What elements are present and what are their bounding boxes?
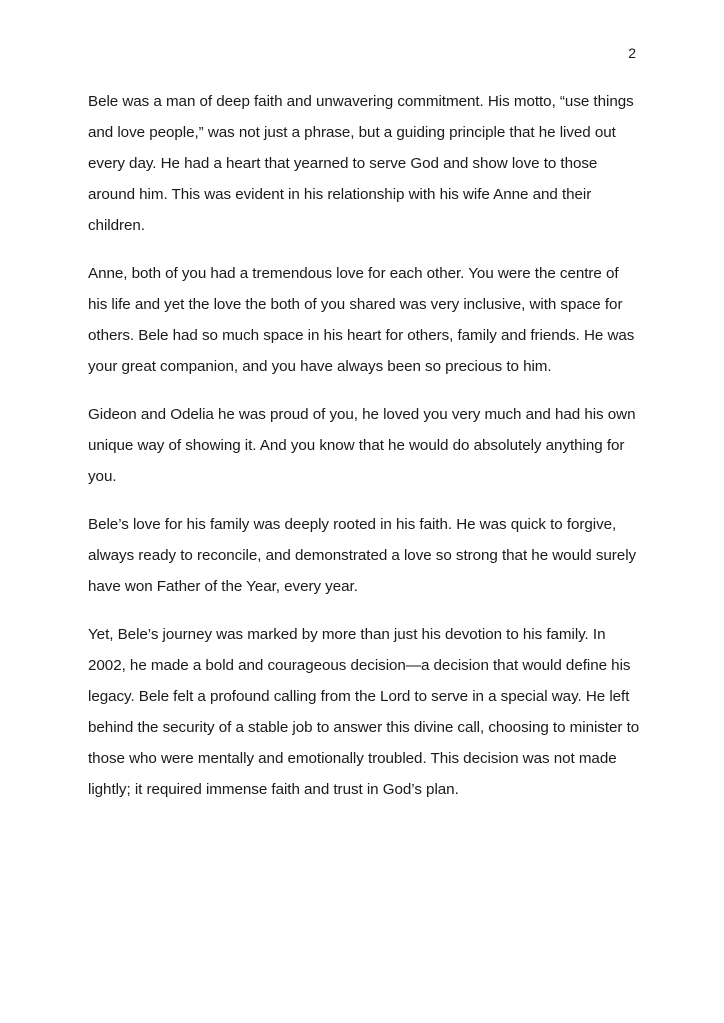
paragraph-children: Gideon and Odelia he was proud of you, he loved you very much and had his own unique way of showing it. And you know that he would do absolutely anything for you. xyxy=(88,406,636,485)
paragraph-motto: Bele was a man of deep faith and unwavering commitment. His motto, “use things and love people,” was not just a phrase, but a guiding principle that he lived out every day. He had a heart that yearned to serve God and show love to those around him. This was evident in his relationship with his wife Anne and their children. xyxy=(88,93,634,234)
body-text xyxy=(88,86,640,822)
paragraph-calling: Yet, Bele’s journey was marked by more than just his devotion to his family. In 2002, he made a bold and courageous decision—a decision that would define his legacy. Bele felt a profound calling from the Lord to serve in a special way. He left behind the security of a stable job to answer this divine call, choosing to minister to those who were mentally and emotionally troubled. This decision was not made lightly; it required immense faith and trust in God’s plan. xyxy=(88,626,640,798)
paragraph-family-faith: Bele’s love for his family was deeply rooted in his faith. He was quick to forgive, always ready to reconcile, and demonstrated a love so strong that he would surely have won Father of the Year, every year. xyxy=(88,516,637,595)
paragraph-anne: Anne, both of you had a tremendous love for each other. You were the centre of his life and yet the love the both of you shared was very inclusive, with space for others. Bele had so much space in his heart for others, family and friends. He was your great companion, and you have always been so precious to him. xyxy=(88,265,635,375)
page-number: 2 xyxy=(628,45,636,61)
